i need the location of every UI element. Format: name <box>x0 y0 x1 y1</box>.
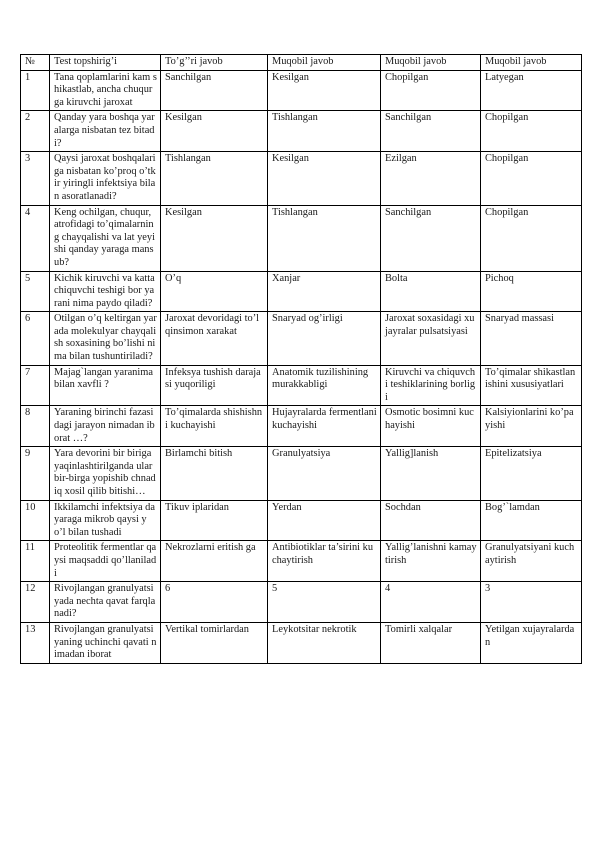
alternative-answer: Sanchilgan <box>381 111 481 152</box>
header-alternative-answer: Muqobil javob <box>381 55 481 71</box>
alternative-answer: Latyegan <box>481 70 582 111</box>
alternative-answer: Sanchilgan <box>381 205 481 271</box>
alternative-answer: 4 <box>381 582 481 623</box>
correct-answer: O’q <box>161 271 268 312</box>
table-row <box>21 541 582 582</box>
correct-answer: Birlamchi bitish <box>161 447 268 500</box>
correct-answer: 6 <box>161 582 268 623</box>
table-row <box>21 365 582 406</box>
question-number: 13 <box>21 622 50 663</box>
question-text: Yara devorini bir biriga yaqinlashtirilganda ular bir-birga yopishib chnadiq xosil qilib bitishi… <box>50 447 161 500</box>
question-number: 2 <box>21 111 50 152</box>
question-number: 6 <box>21 312 50 365</box>
table-row <box>21 447 582 500</box>
alternative-answer: Bolta <box>381 271 481 312</box>
alternative-answer: Chopilgan <box>481 205 582 271</box>
header-number: № <box>21 55 50 71</box>
question-text: Otilgan o’q keltirgan yarada molekulyar chayqalish soxasining bo’lishi nima bilan tushuntiriladi? <box>50 312 161 365</box>
question-number: 3 <box>21 152 50 205</box>
correct-answer: Jaroxat devoridagi to’lqinsimon xarakat <box>161 312 268 365</box>
alternative-answer: Ezilgan <box>381 152 481 205</box>
table-row <box>21 70 582 111</box>
table-row <box>21 406 582 447</box>
correct-answer: Tikuv iplaridan <box>161 500 268 541</box>
question-number: 10 <box>21 500 50 541</box>
table-row <box>21 152 582 205</box>
alternative-answer: Chopilgan <box>481 152 582 205</box>
question-text: Rivojlangan granulyatsiyaning uchinchi qavati nimadan iborat <box>50 622 161 663</box>
question-text: Ikkilamchi infektsiya da yaraga mikrob qaysi yo’l bilan tushadi <box>50 500 161 541</box>
correct-answer: Nekrozlarni eritish ga <box>161 541 268 582</box>
alternative-answer: Yallig]lanish <box>381 447 481 500</box>
alternative-answer: Kalsiyionlarini ko’payishi <box>481 406 582 447</box>
table-row <box>21 582 582 623</box>
alternative-answer: To’qimalar shikastlanishini xususiyatlari <box>481 365 582 406</box>
question-text: Proteolitik fermentlar qaysi maqsaddi qo’llaniladi <box>50 541 161 582</box>
alternative-answer: Snaryad massasi <box>481 312 582 365</box>
question-number: 11 <box>21 541 50 582</box>
alternative-answer: Yerdan <box>268 500 381 541</box>
alternative-answer: Hujayralarda fermentlani kuchayishi <box>268 406 381 447</box>
header-alternative-answer: Muqobil javob <box>481 55 582 71</box>
alternative-answer: Leykotsitar nekrotik <box>268 622 381 663</box>
table-row <box>21 500 582 541</box>
test-table <box>20 54 582 664</box>
alternative-answer: Chopilgan <box>381 70 481 111</box>
question-text: Kichik kiruvchi va katta chiquvchi teshigi bor yarani nima paydo qiladi? <box>50 271 161 312</box>
header-question: Test topshirig’i <box>50 55 161 71</box>
question-text: Qaysi jaroxat boshqalariga nisbatan ko’proq o’tkir yiringli infektsiya bilan asoratlanadi? <box>50 152 161 205</box>
alternative-answer: Pichoq <box>481 271 582 312</box>
alternative-answer: Bog’`lamdan <box>481 500 582 541</box>
question-text: Majag`langan yaranimabilan xavfli ? <box>50 365 161 406</box>
alternative-answer: Yetilgan xujayralardan <box>481 622 582 663</box>
alternative-answer: Anatomik tuzilishining murakkabligi <box>268 365 381 406</box>
alternative-answer: Xanjar <box>268 271 381 312</box>
alternative-answer: Snaryad og’irligi <box>268 312 381 365</box>
question-number: 9 <box>21 447 50 500</box>
table-row <box>21 205 582 271</box>
table-row <box>21 111 582 152</box>
question-text: Yaraning birinchi fazasidagi jarayon nimadan iborat …? <box>50 406 161 447</box>
question-number: 5 <box>21 271 50 312</box>
question-text: Rivojlangan granulyatsiyada nechta qavat farqlanadi? <box>50 582 161 623</box>
alternative-answer: Tishlangan <box>268 205 381 271</box>
alternative-answer: Tishlangan <box>268 111 381 152</box>
question-number: 1 <box>21 70 50 111</box>
header-correct-answer: To’g’’ri javob <box>161 55 268 71</box>
header-row <box>21 55 582 71</box>
question-number: 8 <box>21 406 50 447</box>
question-text: Tana qoplamlarini kam shikastlab, ancha chuqurga kiruvchi jaroxat <box>50 70 161 111</box>
correct-answer: Kesilgan <box>161 205 268 271</box>
alternative-answer: 3 <box>481 582 582 623</box>
question-text: Keng ochilgan, chuqur, atrofidagi to’qimalarning chayqalishi va lat yeyishi qanday yaraga mansub? <box>50 205 161 271</box>
table-row <box>21 312 582 365</box>
correct-answer: Vertikal tomirlardan <box>161 622 268 663</box>
alternative-answer: Kesilgan <box>268 152 381 205</box>
table-row <box>21 271 582 312</box>
alternative-answer: Kiruvchi va chiquvchi teshiklarining borligi <box>381 365 481 406</box>
alternative-answer: Osmotic bosimni kuchayishi <box>381 406 481 447</box>
question-text: Qanday yara boshqa yaralarga nisbatan tez bitadi? <box>50 111 161 152</box>
correct-answer: Sanchilgan <box>161 70 268 111</box>
alternative-answer: Yallig’lanishni kamaytirish <box>381 541 481 582</box>
question-number: 7 <box>21 365 50 406</box>
table-row <box>21 622 582 663</box>
header-alternative-answer: Muqobil javob <box>268 55 381 71</box>
alternative-answer: Granulyatsiya <box>268 447 381 500</box>
question-number: 12 <box>21 582 50 623</box>
alternative-answer: Antibiotiklar ta’sirini kuchaytirish <box>268 541 381 582</box>
question-number: 4 <box>21 205 50 271</box>
correct-answer: Tishlangan <box>161 152 268 205</box>
alternative-answer: Tomirli xalqalar <box>381 622 481 663</box>
alternative-answer: Chopilgan <box>481 111 582 152</box>
correct-answer: To’qimalarda shishishni kuchayishi <box>161 406 268 447</box>
correct-answer: Kesilgan <box>161 111 268 152</box>
alternative-answer: Sochdan <box>381 500 481 541</box>
alternative-answer: Granulyatsiyani kuchaytirish <box>481 541 582 582</box>
alternative-answer: 5 <box>268 582 381 623</box>
correct-answer: Infeksya tushish darajasi yuqoriligi <box>161 365 268 406</box>
alternative-answer: Kesilgan <box>268 70 381 111</box>
alternative-answer: Epitelizatsiya <box>481 447 582 500</box>
alternative-answer: Jaroxat soxasidagi xujayralar pulsatsiyasi <box>381 312 481 365</box>
